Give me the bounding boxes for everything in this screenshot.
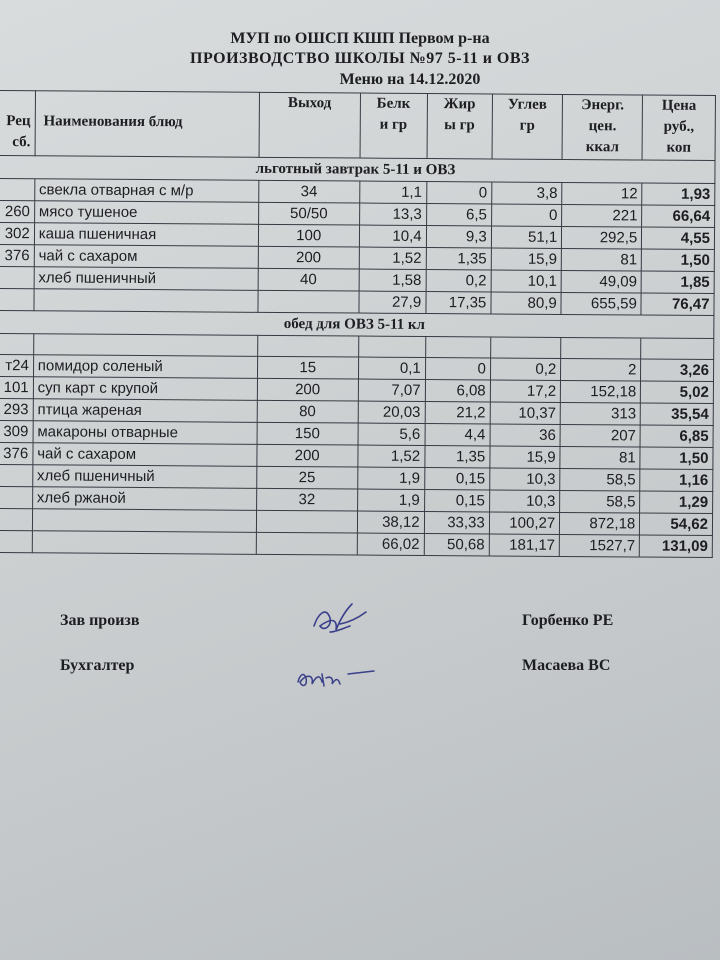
spacer-cell — [425, 337, 490, 358]
total-carb-cell: 80,9 — [491, 292, 562, 314]
col-energy-header: Энерг. цен. ккал — [562, 94, 643, 160]
rec-cell — [0, 266, 34, 288]
signature-name-production-head: Горбенко РЕ — [522, 612, 614, 629]
carb-cell: 0 — [491, 204, 562, 226]
carb-cell: 0,2 — [490, 358, 561, 380]
total-name-cell — [34, 289, 258, 313]
energy-cell: 221 — [562, 204, 642, 227]
total-energy-cell: 655,59 — [561, 292, 641, 315]
dish-name-cell: чай с сахаром — [33, 443, 257, 467]
production-title: ПРОИЗВОДСТВО ШКОЛЫ №97 5-11 и ОВЗ — [190, 50, 530, 67]
total-carb-cell: 100,27 — [489, 512, 560, 534]
rec-cell: 260 — [0, 201, 34, 223]
spacer-cell — [358, 336, 425, 357]
col-out-header: Выход — [259, 92, 360, 158]
price-cell: 1,85 — [641, 271, 714, 294]
table-header-row — [0, 91, 715, 161]
total-energy-cell: 1527,7 — [559, 534, 639, 557]
fat-cell: 0,15 — [424, 468, 489, 490]
energy-cell: 292,5 — [562, 226, 642, 249]
org-title: МУП по ОШСП КШП Первом р-на — [230, 30, 490, 47]
protein-cell: 1,1 — [359, 181, 426, 203]
col-rec-header: Рец сб. — [0, 91, 35, 156]
rec-cell — [0, 464, 33, 486]
protein-cell: 1,9 — [357, 467, 424, 489]
total-rec-cell — [0, 530, 32, 552]
spacer-cell — [561, 337, 641, 359]
rec-cell — [0, 486, 32, 508]
carb-cell: 10,3 — [489, 490, 560, 512]
show-through-text — [40, 0, 400, 30]
dish-name-cell: хлеб пшеничный — [34, 267, 258, 291]
total-price-cell: 54,62 — [640, 513, 713, 536]
signature-role-production-head: Зав произв — [60, 612, 140, 629]
dish-name-cell: суп карт с крупой — [33, 377, 257, 401]
total-out-cell — [258, 290, 359, 313]
fat-cell: 9,3 — [426, 226, 491, 248]
output-cell: 50/50 — [258, 202, 359, 225]
energy-cell: 49,09 — [561, 270, 641, 293]
carb-cell: 15,9 — [491, 248, 562, 270]
fat-cell: 6,5 — [426, 204, 491, 226]
total-energy-cell: 872,18 — [560, 512, 640, 535]
total-row — [0, 530, 712, 557]
total-out-cell — [256, 510, 357, 533]
output-cell: 100 — [258, 224, 359, 247]
protein-cell: 10,4 — [359, 225, 426, 247]
energy-cell: 2 — [561, 358, 641, 381]
fat-cell: 4,4 — [425, 424, 490, 446]
energy-cell: 12 — [562, 182, 642, 205]
protein-cell: 5,6 — [358, 423, 425, 445]
rec-cell: 309 — [0, 420, 33, 442]
carb-cell: 17,2 — [490, 380, 561, 402]
dish-name-cell: свекла отварная с м/р — [34, 179, 258, 203]
rec-cell — [0, 179, 35, 201]
price-cell: 5,02 — [641, 381, 714, 404]
output-cell: 40 — [258, 268, 359, 291]
total-carb-cell: 181,17 — [489, 534, 560, 556]
fat-cell: 0 — [425, 358, 490, 380]
dish-name-cell: помидор соленый — [33, 355, 257, 379]
menu-body — [0, 156, 715, 558]
spacer-cell — [490, 337, 561, 358]
output-cell: 200 — [257, 444, 358, 467]
total-price-cell: 76,47 — [641, 293, 714, 316]
fat-cell: 0,15 — [424, 490, 489, 512]
total-price-cell: 131,09 — [640, 535, 713, 558]
menu-table — [0, 90, 716, 558]
price-cell: 1,50 — [642, 249, 715, 272]
carb-cell: 51,1 — [491, 226, 562, 248]
energy-cell: 58,5 — [560, 490, 640, 513]
dish-name-cell: птица жареная — [33, 399, 257, 423]
output-cell: 150 — [257, 422, 358, 445]
rec-cell: 376 — [0, 244, 34, 266]
carb-cell: 36 — [490, 424, 561, 446]
carb-cell: 3,8 — [491, 182, 562, 204]
protein-cell: 1,52 — [359, 247, 426, 269]
price-cell: 66,64 — [642, 205, 715, 228]
fat-cell: 0,2 — [426, 270, 491, 292]
energy-cell: 313 — [560, 402, 640, 425]
total-protein-cell: 66,02 — [357, 533, 424, 555]
fat-cell: 1,35 — [426, 248, 491, 270]
col-name-header: Наименования блюд — [35, 91, 260, 158]
output-cell: 200 — [258, 246, 359, 269]
protein-cell: 1,58 — [359, 269, 426, 291]
protein-cell: 7,07 — [358, 379, 425, 401]
rec-cell: 101 — [0, 376, 33, 398]
total-rec-cell — [0, 288, 34, 310]
fat-cell: 0 — [426, 182, 491, 204]
protein-cell: 1,9 — [357, 489, 424, 511]
output-cell: 15 — [257, 356, 358, 379]
total-name-cell — [32, 509, 256, 533]
total-protein-cell: 27,9 — [358, 291, 425, 313]
protein-cell: 0,1 — [358, 357, 425, 379]
total-fat-cell: 33,33 — [424, 511, 489, 533]
total-fat-cell: 17,35 — [426, 292, 491, 314]
signature-name-accountant: Масаева ВС — [522, 657, 611, 674]
section-title: льготный завтрак 5-11 и ОВЗ — [0, 156, 715, 184]
section-title: обед для ОВЗ 5-11 кл — [0, 310, 714, 338]
energy-cell: 58,5 — [560, 468, 640, 491]
carb-cell: 10,1 — [491, 270, 562, 292]
dish-name-cell: чай с сахаром — [34, 245, 258, 269]
output-cell: 200 — [257, 378, 358, 401]
col-fat-header: Жир ы гр — [427, 94, 493, 159]
carb-cell: 10,37 — [490, 402, 561, 424]
spacer-cell — [258, 335, 359, 357]
rec-cell: 293 — [0, 398, 33, 420]
rec-cell: 302 — [0, 223, 34, 245]
fat-cell: 6,08 — [425, 380, 490, 402]
protein-cell: 20,03 — [358, 401, 425, 423]
total-fat-cell: 50,68 — [424, 533, 489, 555]
protein-cell: 13,3 — [359, 203, 426, 225]
price-cell: 4,55 — [642, 227, 715, 250]
output-cell: 34 — [259, 180, 360, 203]
col-price-header: Цена руб., коп — [642, 95, 715, 161]
energy-cell: 207 — [560, 424, 640, 447]
fat-cell: 1,35 — [425, 446, 490, 468]
total-rec-cell — [0, 508, 32, 530]
total-out-cell — [256, 532, 357, 555]
price-cell: 1,16 — [640, 469, 713, 492]
col-carb-header: Углев гр — [492, 94, 563, 159]
price-cell: 1,29 — [640, 491, 713, 514]
handwritten-signature-2 — [292, 656, 382, 696]
dish-name-cell: каша пшеничная — [34, 223, 258, 247]
price-cell: 3,26 — [641, 359, 714, 382]
spacer-cell — [641, 338, 714, 360]
energy-cell: 152,18 — [561, 380, 641, 403]
carb-cell: 10,3 — [490, 468, 561, 490]
dish-name-cell: мясо тушеное — [34, 201, 258, 225]
output-cell: 25 — [257, 466, 358, 489]
dish-name-cell: хлеб пшеничный — [32, 465, 256, 489]
menu-date: Меню на 14.12.2020 — [339, 71, 481, 88]
spacer-cell — [33, 334, 257, 357]
rec-cell: т24 — [0, 354, 33, 376]
spacer-cell — [0, 333, 34, 354]
price-cell: 6,85 — [640, 425, 713, 448]
fat-cell: 21,2 — [425, 402, 490, 424]
col-protein-header: Белк и гр — [360, 93, 428, 158]
protein-cell: 1,52 — [357, 445, 424, 467]
output-cell: 32 — [256, 488, 357, 511]
price-cell: 1,93 — [642, 183, 715, 206]
dish-name-cell: хлеб ржаной — [32, 487, 256, 511]
total-name-cell — [32, 531, 256, 555]
energy-cell: 81 — [560, 446, 640, 469]
dish-name-cell: макароны отварные — [33, 421, 257, 445]
rec-cell: 376 — [0, 442, 33, 464]
energy-cell: 81 — [561, 248, 641, 271]
price-cell: 1,50 — [640, 447, 713, 470]
output-cell: 80 — [257, 400, 358, 423]
handwritten-signature-1 — [300, 596, 380, 640]
price-cell: 35,54 — [640, 403, 713, 426]
signature-role-accountant: Бухгалтер — [60, 657, 135, 674]
carb-cell: 15,9 — [490, 446, 561, 468]
total-protein-cell: 38,12 — [357, 511, 424, 533]
